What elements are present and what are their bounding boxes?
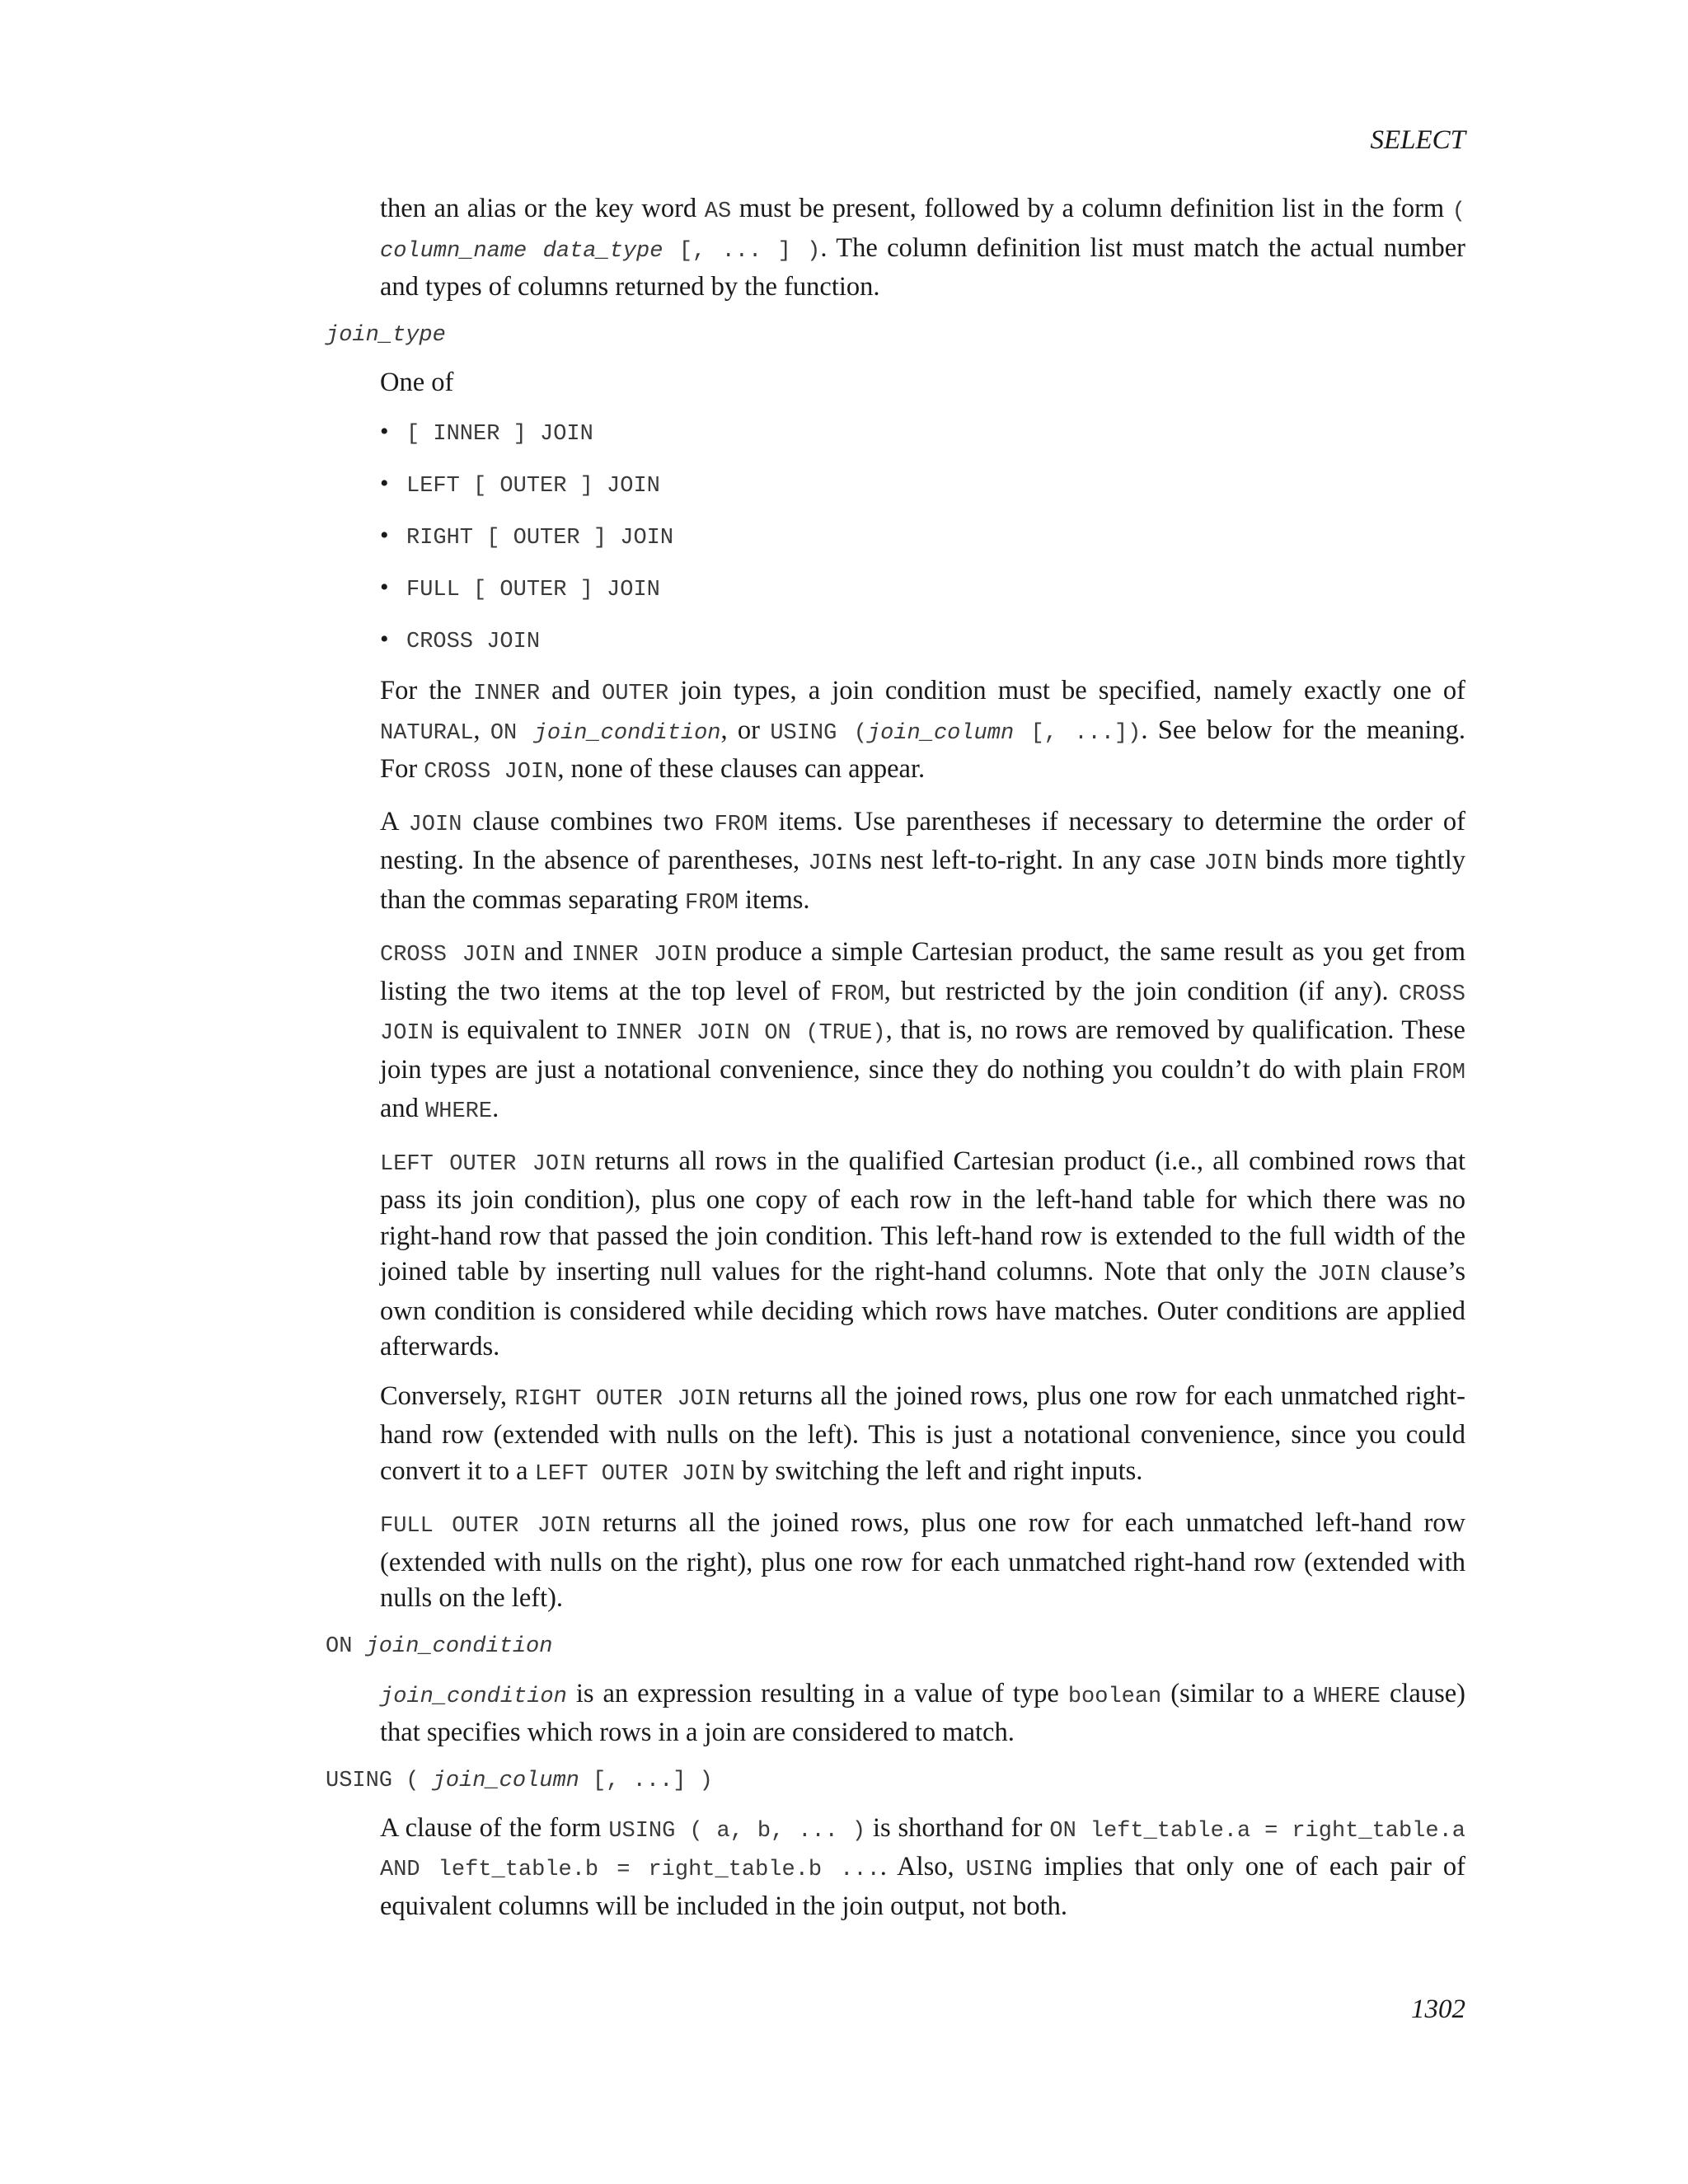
code: FROM	[685, 890, 738, 916]
code: JOIN	[408, 812, 462, 837]
list-item	[380, 621, 1465, 660]
text: For the	[380, 676, 474, 705]
running-header: SELECT	[1370, 125, 1465, 155]
code: JOIN	[808, 851, 862, 876]
paragraph-left-outer-join	[380, 1144, 1465, 1366]
code: FROM	[714, 812, 768, 837]
code-italic: join_condition	[380, 1684, 567, 1709]
text: (similar to a	[1161, 1678, 1314, 1708]
text: is an expression resulting in a value of type	[566, 1678, 1068, 1708]
code: ON	[490, 720, 534, 746]
text: , or	[720, 715, 771, 745]
term-join-type	[326, 319, 1465, 352]
text: s nest left-to-right. In any case	[861, 846, 1204, 875]
list-item-text: FULL [ OUTER ] JOIN	[406, 578, 660, 602]
bullet-icon: •	[380, 470, 389, 497]
code: LEFT OUTER JOIN	[380, 1151, 586, 1177]
bullet-icon: •	[380, 522, 389, 549]
code: NATURAL	[380, 720, 474, 746]
code: [, ... ] )	[663, 238, 821, 264]
term-using	[326, 1765, 1465, 1797]
paragraph-right-outer-join	[380, 1379, 1465, 1493]
code-italic: join_column	[866, 720, 1015, 746]
text: . Also,	[879, 1852, 966, 1882]
list-item	[380, 466, 1465, 504]
code: USING (	[770, 720, 867, 746]
term-label-italic: join_condition	[365, 1633, 553, 1659]
term-label: [, ...] )	[579, 1768, 713, 1793]
text: clause) that specifies which rows in a join are considered to match.	[380, 1678, 1466, 1747]
code: boolean	[1067, 1684, 1162, 1709]
code: CROSS JOIN	[424, 760, 558, 785]
text: and	[380, 1094, 426, 1123]
join-type-list	[380, 414, 1465, 660]
text: ,	[473, 715, 490, 745]
text: returns all rows in the qualified Cartesian product (i.e., all combined rows that pass its join condition), plus one copy of each row in the left-hand table for which there was no right-hand row that passed the join condition. This left-hand row is extended to the full width of the joined table by inserting null values for the right-hand columns. Note that only the	[380, 1146, 1465, 1286]
text: . The column definition list must match the actual number and types of columns returned by the function.	[380, 232, 1465, 302]
term-label: ON	[326, 1633, 366, 1659]
text: join types, a join condition must be specified, namely exactly one of	[668, 676, 1465, 705]
paragraph-full-outer-join	[380, 1506, 1465, 1617]
text: , that is, no rows are removed by qualification. These join types are just a notational convenience, since they do nothing you couldn’t do with plain	[380, 1015, 1465, 1085]
code: ON left_table.a = right_table.a AND left_table.b = right_table.b ...	[380, 1818, 1479, 1882]
code-as: AS	[704, 199, 732, 224]
code: RIGHT OUTER JOIN	[514, 1386, 731, 1412]
code: INNER JOIN	[571, 943, 707, 968]
text: produce a simple Cartesian product, the same result as you get from listing the two items at the top level of	[380, 937, 1465, 1006]
text: A	[380, 806, 409, 837]
text: returns all the joined rows, plus one row for each unmatched left-hand row (extended with nulls on the right), plus one row for each unmatched right-hand row (extended with nulls on the left).	[380, 1508, 1465, 1613]
term-label-italic: join_column	[432, 1768, 579, 1793]
list-item	[380, 569, 1465, 608]
text: returns all the joined rows, plus one row for each unmatched right-hand row (extended with nulls on the left). This is just a notational convenience, since you could convert it to a	[380, 1380, 1465, 1486]
code: (	[1451, 199, 1479, 224]
paragraph-join-condition	[380, 1676, 1465, 1751]
code: CROSS JOIN	[380, 943, 516, 968]
text: must be present, followed by a column definition list in the form	[731, 194, 1452, 223]
text: .	[492, 1094, 499, 1123]
code: JOIN	[1317, 1263, 1371, 1287]
text: items. Use parentheses if necessary to determine the order of nesting. In the absence of parentheses,	[380, 806, 1466, 875]
text: Conversely,	[380, 1380, 515, 1411]
bullet-icon: •	[380, 574, 389, 601]
code: LEFT OUTER JOIN	[534, 1461, 735, 1487]
text: , but restricted by the join condition (if any).	[884, 976, 1399, 1006]
text: binds more tightly than the commas separating	[380, 846, 1465, 915]
text: clause’s own condition is considered while deciding which rows have matches. Outer conditions are applied afterwards.	[380, 1257, 1465, 1361]
code: FROM	[1412, 1060, 1465, 1085]
paragraph-join-clause	[380, 804, 1465, 922]
list-item	[380, 518, 1465, 556]
code: FROM	[830, 982, 884, 1007]
paragraph-column-definition	[380, 191, 1479, 306]
page-body	[326, 191, 1479, 1938]
list-item-text: CROSS JOIN	[406, 630, 541, 654]
text: , none of these clauses can appear.	[557, 754, 926, 784]
list-item-text: LEFT [ OUTER ] JOIN	[406, 474, 660, 499]
text: then an alias or the key word	[380, 194, 705, 223]
code: FULL OUTER JOIN	[380, 1514, 591, 1539]
list-item-text: RIGHT [ OUTER ] JOIN	[406, 526, 674, 551]
code: USING ( a, b, ... )	[608, 1818, 866, 1844]
paragraph-using	[380, 1811, 1479, 1925]
text: . See below for the meaning. For	[380, 715, 1466, 784]
code: INNER JOIN ON (TRUE)	[615, 1021, 886, 1046]
text: and	[515, 937, 572, 967]
paragraph-cross-inner-join	[380, 935, 1479, 1131]
page-number: 1302	[1411, 1994, 1465, 2024]
paragraph-join-conditions	[380, 673, 1465, 791]
code-italic: column_name data_type	[380, 238, 663, 264]
list-item	[380, 414, 1465, 452]
code: JOIN	[1203, 851, 1258, 876]
code: OUTER	[602, 682, 669, 706]
code-italic: join_condition	[533, 720, 721, 746]
code: [, ...])	[1014, 720, 1142, 746]
code: WHERE	[1313, 1684, 1381, 1709]
text: clause combines two	[462, 806, 715, 837]
paragraph-one-of: One of	[380, 367, 454, 397]
bullet-icon: •	[380, 626, 389, 653]
text: implies that only one of each pair of equivalent columns will be included in the join output, not both.	[380, 1852, 1465, 1921]
bullet-icon: •	[380, 418, 389, 445]
code: USING	[965, 1858, 1033, 1882]
term-on-join-condition	[326, 1630, 1465, 1663]
code: INNER	[473, 682, 541, 706]
term-label: join_type	[326, 322, 446, 348]
text: is equivalent to	[433, 1015, 616, 1045]
text: items.	[738, 884, 810, 915]
text: is shorthand for	[865, 1812, 1050, 1843]
code: WHERE	[425, 1099, 493, 1124]
term-label: USING (	[326, 1768, 433, 1793]
text: by switching the left and right inputs.	[734, 1455, 1143, 1486]
text: A clause of the form	[380, 1812, 609, 1843]
code: CROSS JOIN	[380, 982, 1479, 1046]
list-item-text: [ INNER ] JOIN	[406, 422, 593, 447]
text: and	[540, 676, 603, 705]
